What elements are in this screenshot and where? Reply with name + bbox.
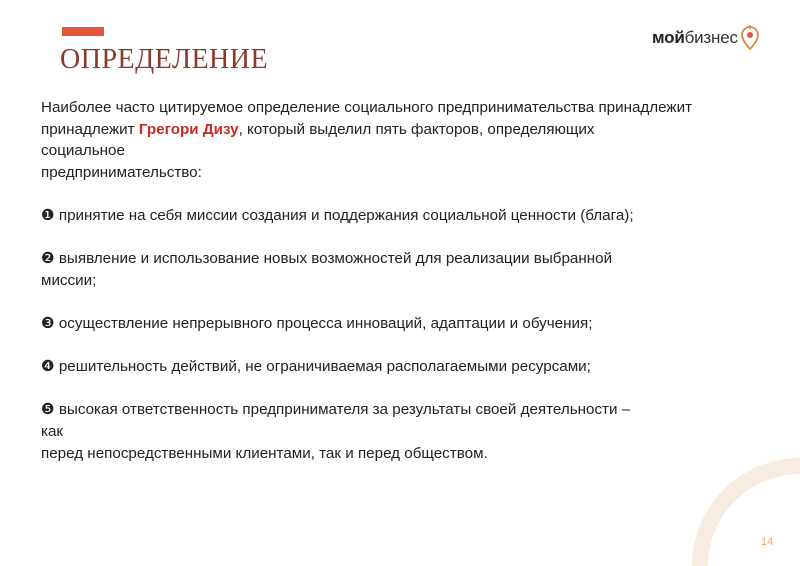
accent-bar [62, 27, 104, 36]
factor-2-marker: ❷ [41, 250, 55, 268]
page-number: 14 [761, 536, 774, 548]
arc-decoration-icon [690, 440, 800, 566]
factor-5: ❺ высокая ответственность предпринимателя за результаты своей деятельности – [41, 401, 631, 419]
factor-5-cont-2: перед непосредственными клиентами, так и перед обществом. [41, 444, 488, 462]
intro-line-1: Наиболее часто цитируемое определение социального предпринимательства принадлежит [41, 99, 693, 116]
factor-5-cont-1: как [41, 422, 64, 440]
logo-text: мойбизнес [652, 28, 738, 47]
definition-text [41, 97, 781, 464]
factor-2: ❷ выявление и использование новых возможностей для реализации выбранной [41, 250, 613, 268]
author-name: Грегори Дизу [138, 120, 239, 138]
factor-4-marker: ❹ [41, 358, 55, 376]
factor-5-marker: ❺ [41, 401, 55, 419]
page-title: ОПРЕДЕЛЕНИЕ [60, 44, 269, 75]
logo [652, 24, 760, 52]
intro-line-2: принадлежит Грегори Дизу, который выделил пять факторов, определяющих [41, 120, 595, 138]
factor-3-marker: ❸ [41, 314, 55, 332]
intro-line-3: социальное [41, 142, 125, 160]
intro-line-4: предпринимательство: [41, 163, 202, 181]
factor-3: ❸ осуществление непрерывного процесса инноваций, адаптации и обучения; [41, 314, 593, 332]
factor-4: ❹ решительность действий, не ограничиваемая располагаемыми ресурсами; [41, 358, 591, 376]
compass-pin-icon [740, 25, 760, 51]
factor-1: ❶ принятие на себя миссии создания и поддержания социальной ценности (блага); [41, 206, 634, 224]
factor-1-marker: ❶ [41, 206, 55, 224]
factor-2-cont: миссии; [41, 271, 97, 289]
